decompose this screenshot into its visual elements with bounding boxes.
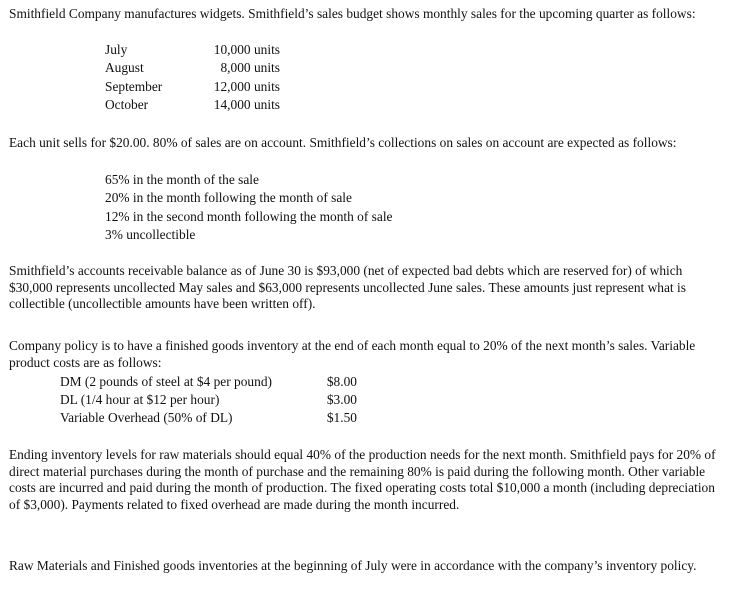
sales-month: July bbox=[105, 42, 128, 57]
ending-inventory-paragraph: Ending inventory levels for raw materials should equal 40% of the production needs for the next month. Smithfield pays for 20% of direct material purchases during the month of purchase and the remaining 80% is paid during the following month. Other variable costs are incurred and paid during the month of production. The fixed operating costs total $10,000 a month (including depreciation of $3,000). Payments related to fixed overhead are made during the month incurred. bbox=[9, 447, 716, 512]
collection-item: 20% in the month following the month of sale bbox=[105, 190, 352, 205]
collection-item: 3% uncollectible bbox=[105, 227, 196, 242]
cost-amount: $1.50 bbox=[326, 410, 357, 425]
sales-month: September bbox=[105, 79, 163, 94]
accounts-receivable-paragraph: Smithfield’s accounts receivable balance as of June 30 is $93,000 (net of expected bad debts which are reserved for) of which $30,000 represents uncollected May sales and $63,000 represents uncollected June sales. These amounts just represent what is collectible (uncollectible amounts have been written off). bbox=[9, 263, 686, 311]
collection-item: 65% in the month of the sale bbox=[105, 172, 259, 187]
cost-label: DL (1/4 hour at $12 per hour) bbox=[60, 392, 220, 407]
price-paragraph: Each unit sells for $20.00. 80% of sales are on account. Smithfield’s collections on sales on account are expected as follows: bbox=[9, 135, 677, 150]
intro-paragraph: Smithfield Company manufactures widgets. Smithfield’s sales budget shows monthly sales for the upcoming quarter as follows: bbox=[9, 6, 696, 21]
policy-paragraph: Company policy is to have a finished goods inventory at the end of each month equal to 20% of the next month’s sales. Variable product costs are as follows: bbox=[9, 338, 696, 370]
sales-month: October bbox=[105, 97, 149, 112]
sales-units: 14,000 units bbox=[213, 97, 280, 112]
sales-month: August bbox=[105, 60, 144, 75]
cost-label: Variable Overhead (50% of DL) bbox=[60, 410, 233, 425]
cost-label: DM (2 pounds of steel at $4 per pound) bbox=[60, 374, 272, 389]
sales-units: 8,000 units bbox=[220, 60, 280, 75]
cost-amount: $8.00 bbox=[326, 374, 357, 389]
sales-units: 10,000 units bbox=[213, 42, 280, 57]
cost-amount: $3.00 bbox=[326, 392, 357, 407]
collection-item: 12% in the second month following the month of sale bbox=[105, 209, 393, 224]
sales-units: 12,000 units bbox=[213, 79, 280, 94]
beginning-inventory-paragraph: Raw Materials and Finished goods inventories at the beginning of July were in accordance with the company’s inventory policy. bbox=[9, 558, 697, 573]
